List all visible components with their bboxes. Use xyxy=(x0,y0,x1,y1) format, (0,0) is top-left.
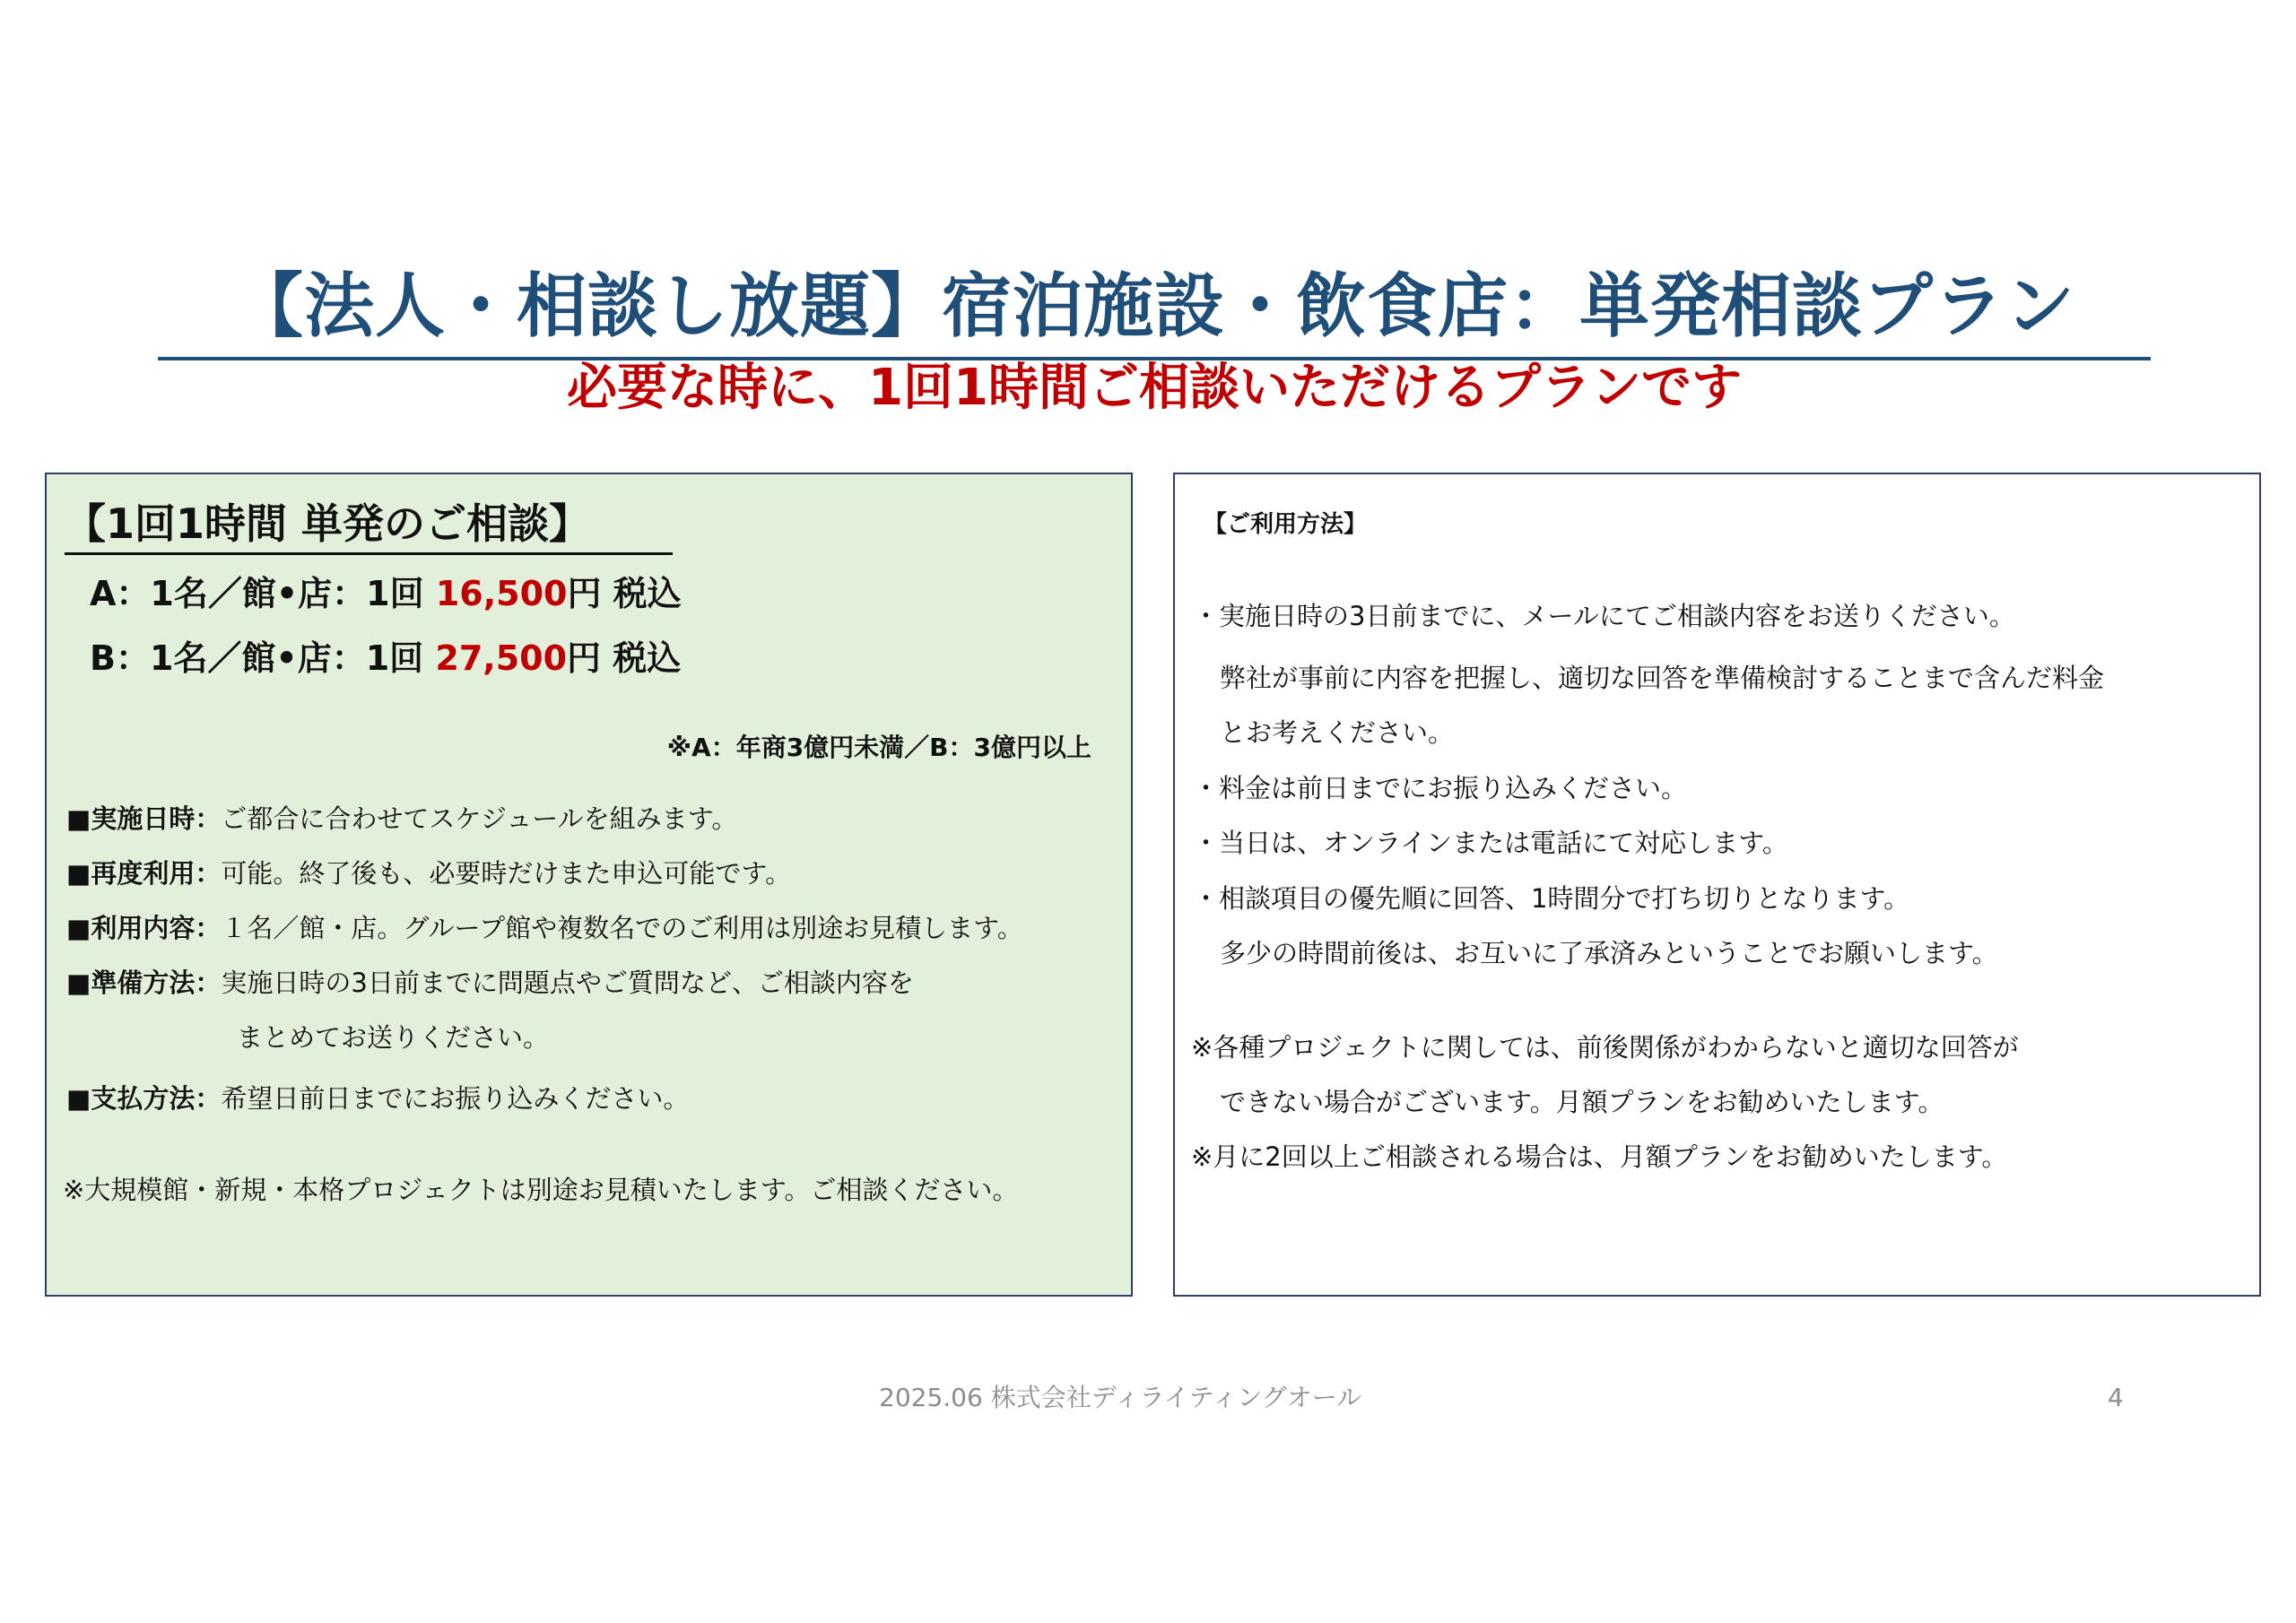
page-number: 4 xyxy=(2108,1383,2124,1412)
item-schedule xyxy=(66,801,737,837)
item-label: ■支払方法： xyxy=(66,1083,222,1114)
plan-a-suffix: 円 税込 xyxy=(567,574,682,613)
item-preparation xyxy=(66,965,914,1001)
usage-line: ・当日は、オンラインまたは電話にて対応します。 xyxy=(1193,828,1788,858)
item-label: ■再度利用： xyxy=(66,858,222,889)
plan-a-amount: 16,500 xyxy=(435,574,568,613)
usage-line: ※月に2回以上ご相談される場合は、月額プランをお勧めいたします。 xyxy=(1191,1141,2008,1172)
usage-line: とお考えください。 xyxy=(1220,717,1455,748)
item-payment xyxy=(66,1081,689,1116)
plan-b-price xyxy=(90,636,681,681)
item-label: ■実施日時： xyxy=(66,803,222,834)
usage-line: 多少の時間前後は、お互いに了承済みということでお願いします。 xyxy=(1220,938,1998,968)
page-subtitle: 必要な時に、1回1時間ご相談いただけるプランです xyxy=(567,359,1742,417)
footer-company: 2025.06 株式会社ディライティングオール xyxy=(879,1383,1362,1412)
revenue-note: ※A：年商3億円未満／B：3億円以上 xyxy=(666,733,1091,762)
item-usage xyxy=(66,910,1023,946)
panel-heading: 【ご利用方法】 xyxy=(1204,511,1368,538)
page-title: 【法人・相談し放題】宿泊施設・飲食店：単発相談プラン xyxy=(158,260,2151,360)
item-value: 可能。終了後も、必要時だけまた申込可能です。 xyxy=(221,858,792,889)
usage-method-panel xyxy=(1173,473,2261,1297)
item-reuse xyxy=(66,855,791,891)
item-value: １名／館・店。グループ館や複数名でのご利用は別途お見積します。 xyxy=(221,913,1023,943)
single-consultation-panel xyxy=(45,473,1133,1297)
usage-line: ・料金は前日までにお振り込みください。 xyxy=(1193,773,1688,803)
item-label: ■利用内容： xyxy=(66,913,222,943)
plan-b-label: B：1名／館•店：1回 xyxy=(90,638,436,678)
usage-line: ・実施日時の3日前までに、メールにてご相談内容をお送りください。 xyxy=(1193,601,2015,631)
large-project-note: ※大規模館・新規・本格プロジェクトは別途お見積いたします。ご相談ください。 xyxy=(63,1175,1019,1205)
item-label: ■準備方法： xyxy=(66,968,222,998)
usage-line: ※各種プロジェクトに関しては、前後関係がわからないと適切な回答が xyxy=(1191,1032,2019,1063)
plan-a-price xyxy=(90,571,682,616)
panel-heading: 【1回1時間 単発のご相談】 xyxy=(65,498,673,555)
item-value: 希望日前日までにお振り込みください。 xyxy=(221,1083,690,1114)
plan-b-amount: 27,500 xyxy=(435,638,568,678)
usage-line: ・相談項目の優先順に回答、1時間分で打ち切りとなります。 xyxy=(1193,883,1910,914)
item-value: 実施日時の3日前までに問題点やご質問など、ご相談内容を xyxy=(221,968,914,998)
usage-line: 弊社が事前に内容を把握し、適切な回答を準備検討することまで含んだ料金 xyxy=(1220,663,2105,693)
item-preparation-continuation: まとめてお送りください。 xyxy=(237,1022,550,1053)
plan-a-label: A：1名／館•店：1回 xyxy=(90,574,436,613)
item-value: ご都合に合わせてスケジュールを組みます。 xyxy=(221,803,738,834)
usage-line: できない場合がございます。月額プランをお勧めいたします。 xyxy=(1220,1087,1944,1117)
plan-b-suffix: 円 税込 xyxy=(567,638,682,678)
